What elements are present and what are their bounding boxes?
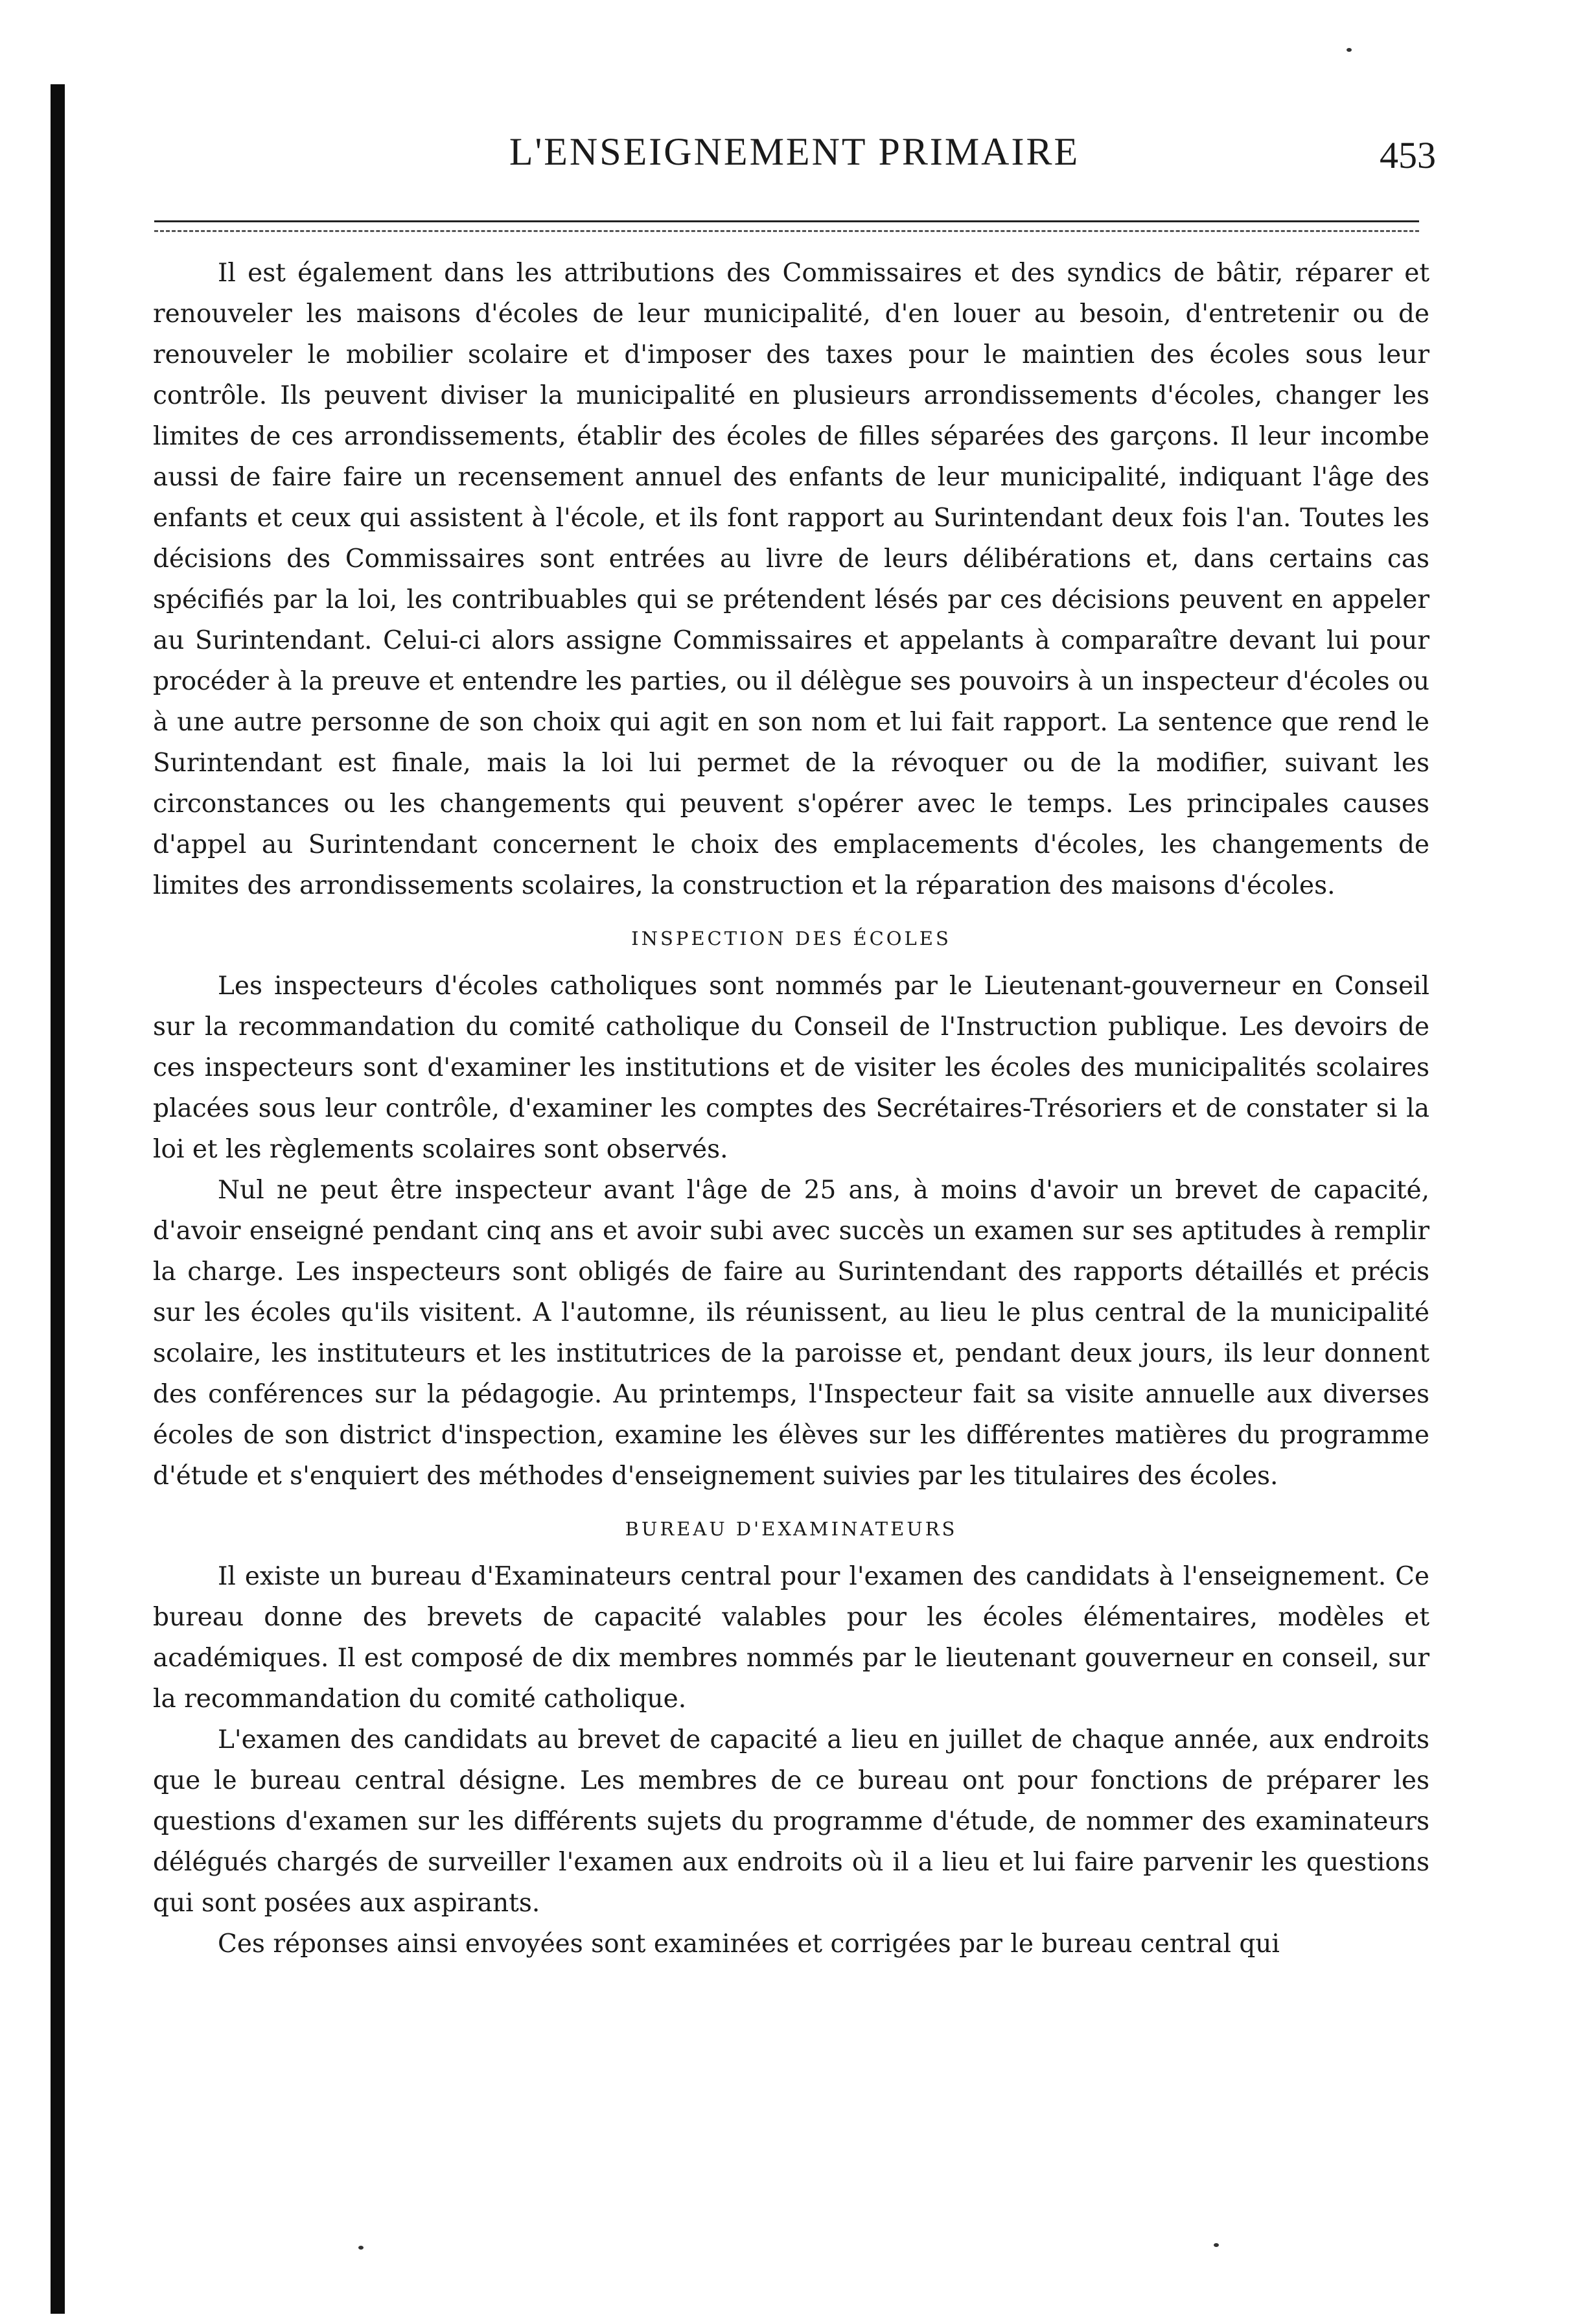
stray-ink-mark (1214, 2243, 1219, 2247)
paragraph-inspecteurs: Les inspecteurs d'écoles catholiques sont nommés par le Lieutenant-gouverneur en Conseil sur la recommandation du comité catholique du Conseil de l'Instruction publique. Les devoirs de ces inspecteurs sont d'examiner les institutions et de visiter les écoles des municipalités scolaires placées sous leur contrôle, d'examiner les comptes des Secrétaires-Trésoriers et de constater si la loi et les règlements scolaires sont observés. (153, 972, 1429, 1164)
page-number: 453 (1380, 134, 1436, 176)
header-rule (154, 220, 1419, 232)
paragraph-commissaires: Il est également dans les attributions des Commissaires et des syndics de bâtir, réparer et renouveler les maisons d'écoles de leur municipalité, d'en louer au besoin, d'entretenir ou de renouveler le mobilier scolaire et d'imposer des taxes pour le maintien des écoles sous leur contrôle. Ils peuvent diviser la municipalité en plusieurs arrondissements d'écoles, changer les limites de ces arrondissements, établir des écoles de filles séparées des garçons. Il leur incombe aussi de faire faire un recensement annuel des enfants de leur municipalité, indiquant l'âge des enfants et ceux qui assistent à l'école, et ils font rapport au Surintendant deux fois l'an. Toutes les décisions des Commissaires sont entrées au livre de leurs délibérations et, dans certains cas spécifiés par la loi, les contribuables qui se prétendent lésés par ces décisions peuvent en appeler au Surintendant. Celui-ci alors assigne Commissaires et appelants à comparaître devant lui pour procéder à la preuve et entendre les parties, ou il délègue ses pouvoirs à un inspecteur d'écoles ou à une autre personne de son choix qui agit en son nom et lui fait rapport. La sentence que rend le Surintendant est finale, mais la loi lui permet de la révoquer ou de la modifier, suivant les circonstances ou les changements qui peuvent s'opérer avec le temps. Les principales causes d'appel au Surintendant concernent le choix des emplacements d'écoles, les changements de limites des arrondissements scolaires, la construction et la réparation des maisons d'écoles. (153, 259, 1429, 900)
section-heading-inspection: INSPECTION DES ÉCOLES (631, 927, 951, 949)
paragraph-nul-ne-peut: Nul ne peut être inspecteur avant l'âge de 25 ans, à moins d'avoir un brevet de capacité, d'avoir enseigné pendant cinq ans et avoir subi avec succès un examen sur ses aptitudes à remplir la charge. Les inspecteurs sont obligés de faire au Surintendant des rapports détaillés et précis sur les écoles qu'ils visitent. A l'automne, ils réunissent, au lieu le plus central de la municipalité scolaire, les instituteurs et les institutrices de la paroisse et, pendant deux jours, ils leur donnent des conférences sur la pédagogie. Au printemps, l'Inspecteur fait sa visite annuelle aux diverses écoles de son district d'inspection, examine les élèves sur les différentes matières du programme d'étude et s'enquiert des méthodes d'enseignement suivies par les titulaires des écoles. (153, 1176, 1429, 1491)
scan-edge-shadow (51, 84, 65, 2314)
paragraph-bureau-central: Il existe un bureau d'Examinateurs central pour l'examen des candidats à l'enseignement. Ce bureau donne des brevets de capacité valables pour les écoles élémentaires, modèles et académiques. Il est composé de dix membres nommés par le lieutenant gouverneur en conseil, sur la recommandation du comité catholique. (153, 1562, 1429, 1714)
stray-ink-mark (358, 2246, 364, 2250)
paragraph-examen-candidats: L'examen des candidats au brevet de capacité a lieu en juillet de chaque année, aux endroits que le bureau central désigne. Les membres de ce bureau ont pour fonctions de préparer les questions d'examen sur les différents sujets du programme d'étude, de nommer des examinateurs délégués chargés de surveiller l'examen aux endroits où il a lieu et lui faire parvenir les questions qui sont posées aux aspirants. (153, 1725, 1429, 1918)
section-heading-bureau: BUREAU D'EXAMINATEURS (625, 1518, 958, 1540)
running-head (153, 130, 1436, 188)
paragraph-reponses: Ces réponses ainsi envoyées sont examinées et corrigées par le bureau central qui (218, 1929, 1280, 1959)
body-text (153, 253, 1429, 1964)
running-title: L'ENSEIGNEMENT PRIMAIRE (509, 130, 1080, 173)
stray-ink-mark (1347, 48, 1352, 52)
